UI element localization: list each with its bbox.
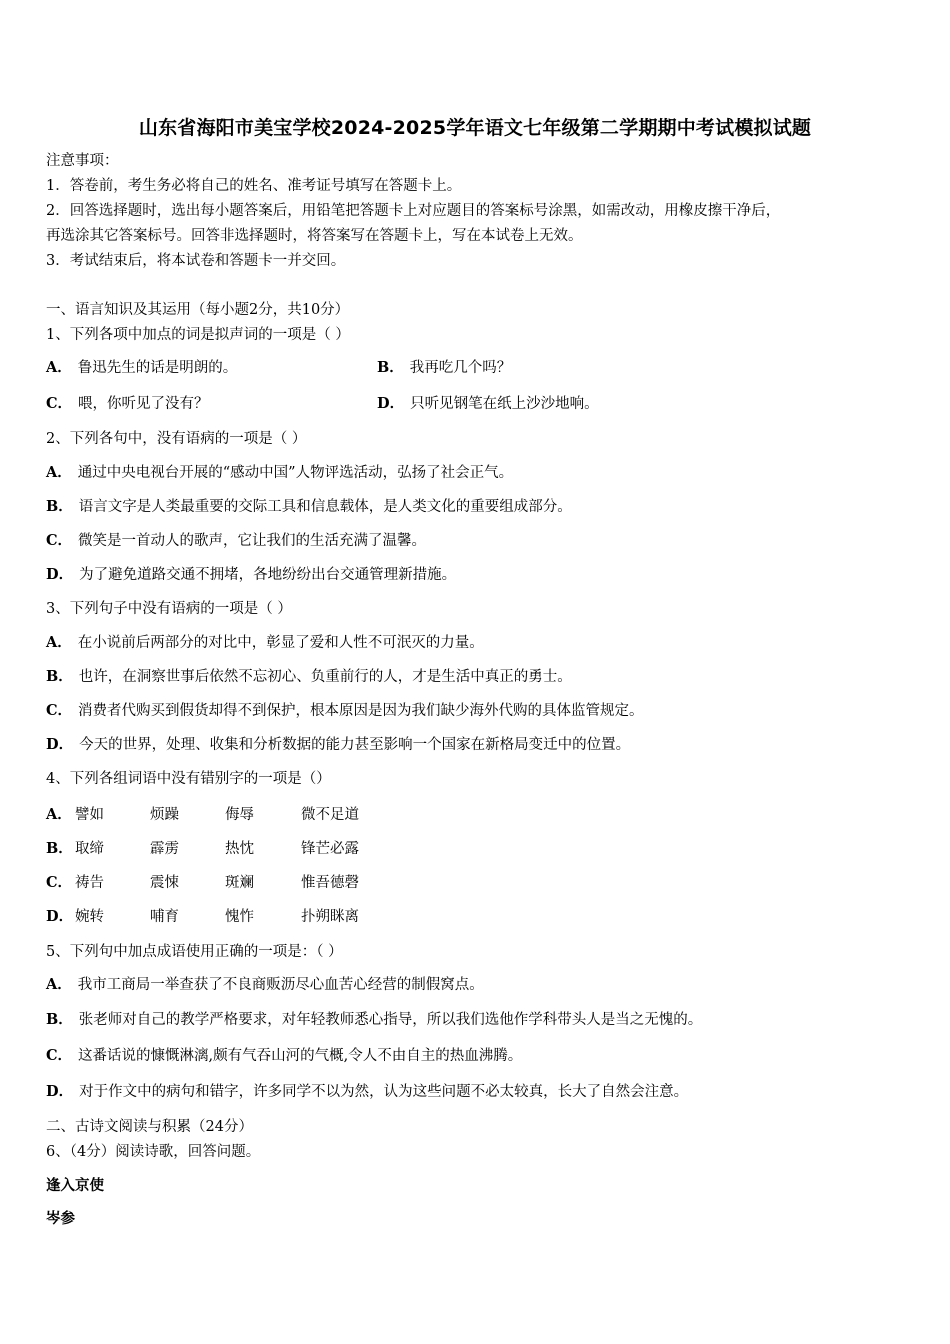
poem-title: 逢入京使 [46, 1177, 104, 1194]
word-cell: 扑朔眯离 [301, 909, 359, 925]
option-text: 为了避免道路交通不拥堵，各地纷纷出台交通管理新措施。 [79, 567, 457, 583]
option-b [46, 497, 572, 517]
option-letter: D． [46, 908, 74, 925]
option-letter: C． [46, 532, 73, 549]
option-text: 我再吃几个吗？ [409, 360, 512, 376]
option-a [46, 975, 484, 995]
option-letter: A． [46, 976, 72, 993]
option-letter: D． [377, 395, 405, 412]
word-cell: 譬如 [75, 807, 104, 823]
section-heading: 一、语言知识及其运用（每小题2分，共10分） [46, 302, 350, 318]
option-letter: A． [46, 806, 72, 823]
option-letter: B． [377, 359, 404, 376]
option-letter: D． [46, 1083, 74, 1100]
question-stem: 1、下列各项中加点的词是拟声词的一项是（ ） [46, 327, 350, 343]
option-text: 鲁迅先生的话是明朗的。 [77, 360, 238, 376]
option-text: 张老师对自己的教学严格要求，对年轻教师悉心指导，所以我们选他作学科带头人是当之无愧的。 [78, 1012, 703, 1028]
word-cell: 锋芒必露 [301, 841, 359, 857]
option-letter: B． [46, 668, 73, 685]
word-cell: 斑斓 [225, 875, 254, 891]
option-text: 对于作文中的病句和错字，许多同学不以为然，认为这些问题不必太较真，长大了自然会注意。 [79, 1084, 689, 1100]
option-letter: C． [46, 1047, 73, 1064]
word-cell: 霹雳 [150, 841, 179, 857]
word-cell: 烦躁 [150, 807, 179, 823]
poem-author: 岑参 [46, 1210, 75, 1227]
word-cell: 热忱 [225, 841, 254, 857]
option-text: 语言文字是人类最重要的交际工具和信息载体，是人类文化的重要组成部分。 [78, 499, 572, 515]
question-stem: 4、下列各组词语中没有错别字的一项是（） [46, 771, 331, 787]
option-letter: B． [46, 498, 73, 515]
option-text: 消费者代购买到假货却得不到保护，根本原因是因为我们缺少海外代购的具体监管规定。 [78, 703, 644, 719]
option-d [46, 1082, 688, 1102]
notice-item: 再选涂其它答案标号。回答非选择题时，将答案写在答题卡上，写在本试卷上无效。 [46, 228, 583, 244]
notice-item: 2．回答选择题时，选出每小题答案后，用铅笔把答题卡上对应题目的答案标号涂黑，如需改动，用橡皮擦干净后， [46, 203, 781, 219]
option-text: 微笑是一首动人的歌声，它让我们的生活充满了温馨。 [78, 533, 427, 549]
option-c [46, 531, 426, 551]
option-letter: C． [46, 702, 73, 719]
word-cell: 震悚 [150, 875, 179, 891]
word-cell: 祷告 [75, 875, 104, 891]
option-a [46, 358, 237, 378]
option-letter: B． [46, 1011, 73, 1028]
word-cell: 取缔 [75, 841, 104, 857]
option-text: 通过中央电视台开展的“感动中国”人物评选活动，弘扬了社会正气。 [77, 465, 514, 481]
option-text: 只听见钢笔在纸上沙沙地响。 [410, 396, 599, 412]
option-letter: A． [46, 464, 72, 481]
word-cell: 哺育 [150, 909, 179, 925]
option-c [46, 701, 644, 721]
option-letter: C． [46, 874, 73, 891]
option-text: 也许，在洞察世事后依然不忘初心、负重前行的人，才是生活中真正的勇士。 [78, 669, 572, 685]
word-cell: 惟吾德磬 [301, 875, 359, 891]
question-stem: 2、下列各句中，没有语病的一项是（ ） [46, 431, 307, 447]
option-letter: D． [46, 736, 74, 753]
option-b [46, 667, 572, 687]
option-b [46, 1010, 702, 1030]
notice-item: 1．答卷前，考生务必将自己的姓名、准考证号填写在答题卡上。 [46, 178, 462, 194]
option-b [377, 358, 511, 378]
option-text: 我市工商局一举查获了不良商贩沥尽心血苦心经营的制假窝点。 [77, 977, 484, 993]
option-d [46, 565, 456, 585]
word-cell: 微不足道 [301, 807, 359, 823]
option-letter: C． [46, 395, 73, 412]
option-letter: A． [46, 634, 72, 651]
notice-heading: 注意事项： [46, 153, 119, 169]
word-cell: 侮辱 [225, 807, 254, 823]
question-stem: 5、下列句中加点成语使用正确的一项是：（ ） [46, 944, 343, 960]
option-letter: D． [46, 566, 74, 583]
word-cell: 婉转 [75, 909, 104, 925]
option-a [46, 463, 513, 483]
option-d [46, 735, 630, 755]
option-a [46, 633, 484, 653]
option-letter: B． [46, 840, 73, 857]
section-heading: 二、古诗文阅读与积累（24分） [46, 1119, 253, 1135]
option-c [46, 394, 209, 414]
word-cell: 愧怍 [225, 909, 254, 925]
option-letter: A． [46, 359, 72, 376]
option-text: 这番话说的慷慨淋漓,颇有气吞山河的气概,令人不由自主的热血沸腾。 [78, 1048, 523, 1064]
option-text: 喂，你听见了没有？ [78, 396, 209, 412]
option-text: 今天的世界，处理、收集和分析数据的能力甚至影响一个国家在新格局变迁中的位置。 [79, 737, 631, 753]
option-d [377, 394, 599, 414]
page-title: 山东省海阳市美宝学校2024-2025学年语文七年级第二学期期中考试模拟试题 [138, 117, 812, 139]
question-stem: 3、下列句子中没有语病的一项是（ ） [46, 601, 292, 617]
question-stem: 6、（4分）阅读诗歌，回答问题。 [46, 1144, 261, 1160]
option-text: 在小说前后两部分的对比中，彰显了爱和人性不可泯灭的力量。 [77, 635, 484, 651]
notice-item: 3．考试结束后，将本试卷和答题卡一并交回。 [46, 253, 346, 269]
option-c [46, 1046, 522, 1066]
